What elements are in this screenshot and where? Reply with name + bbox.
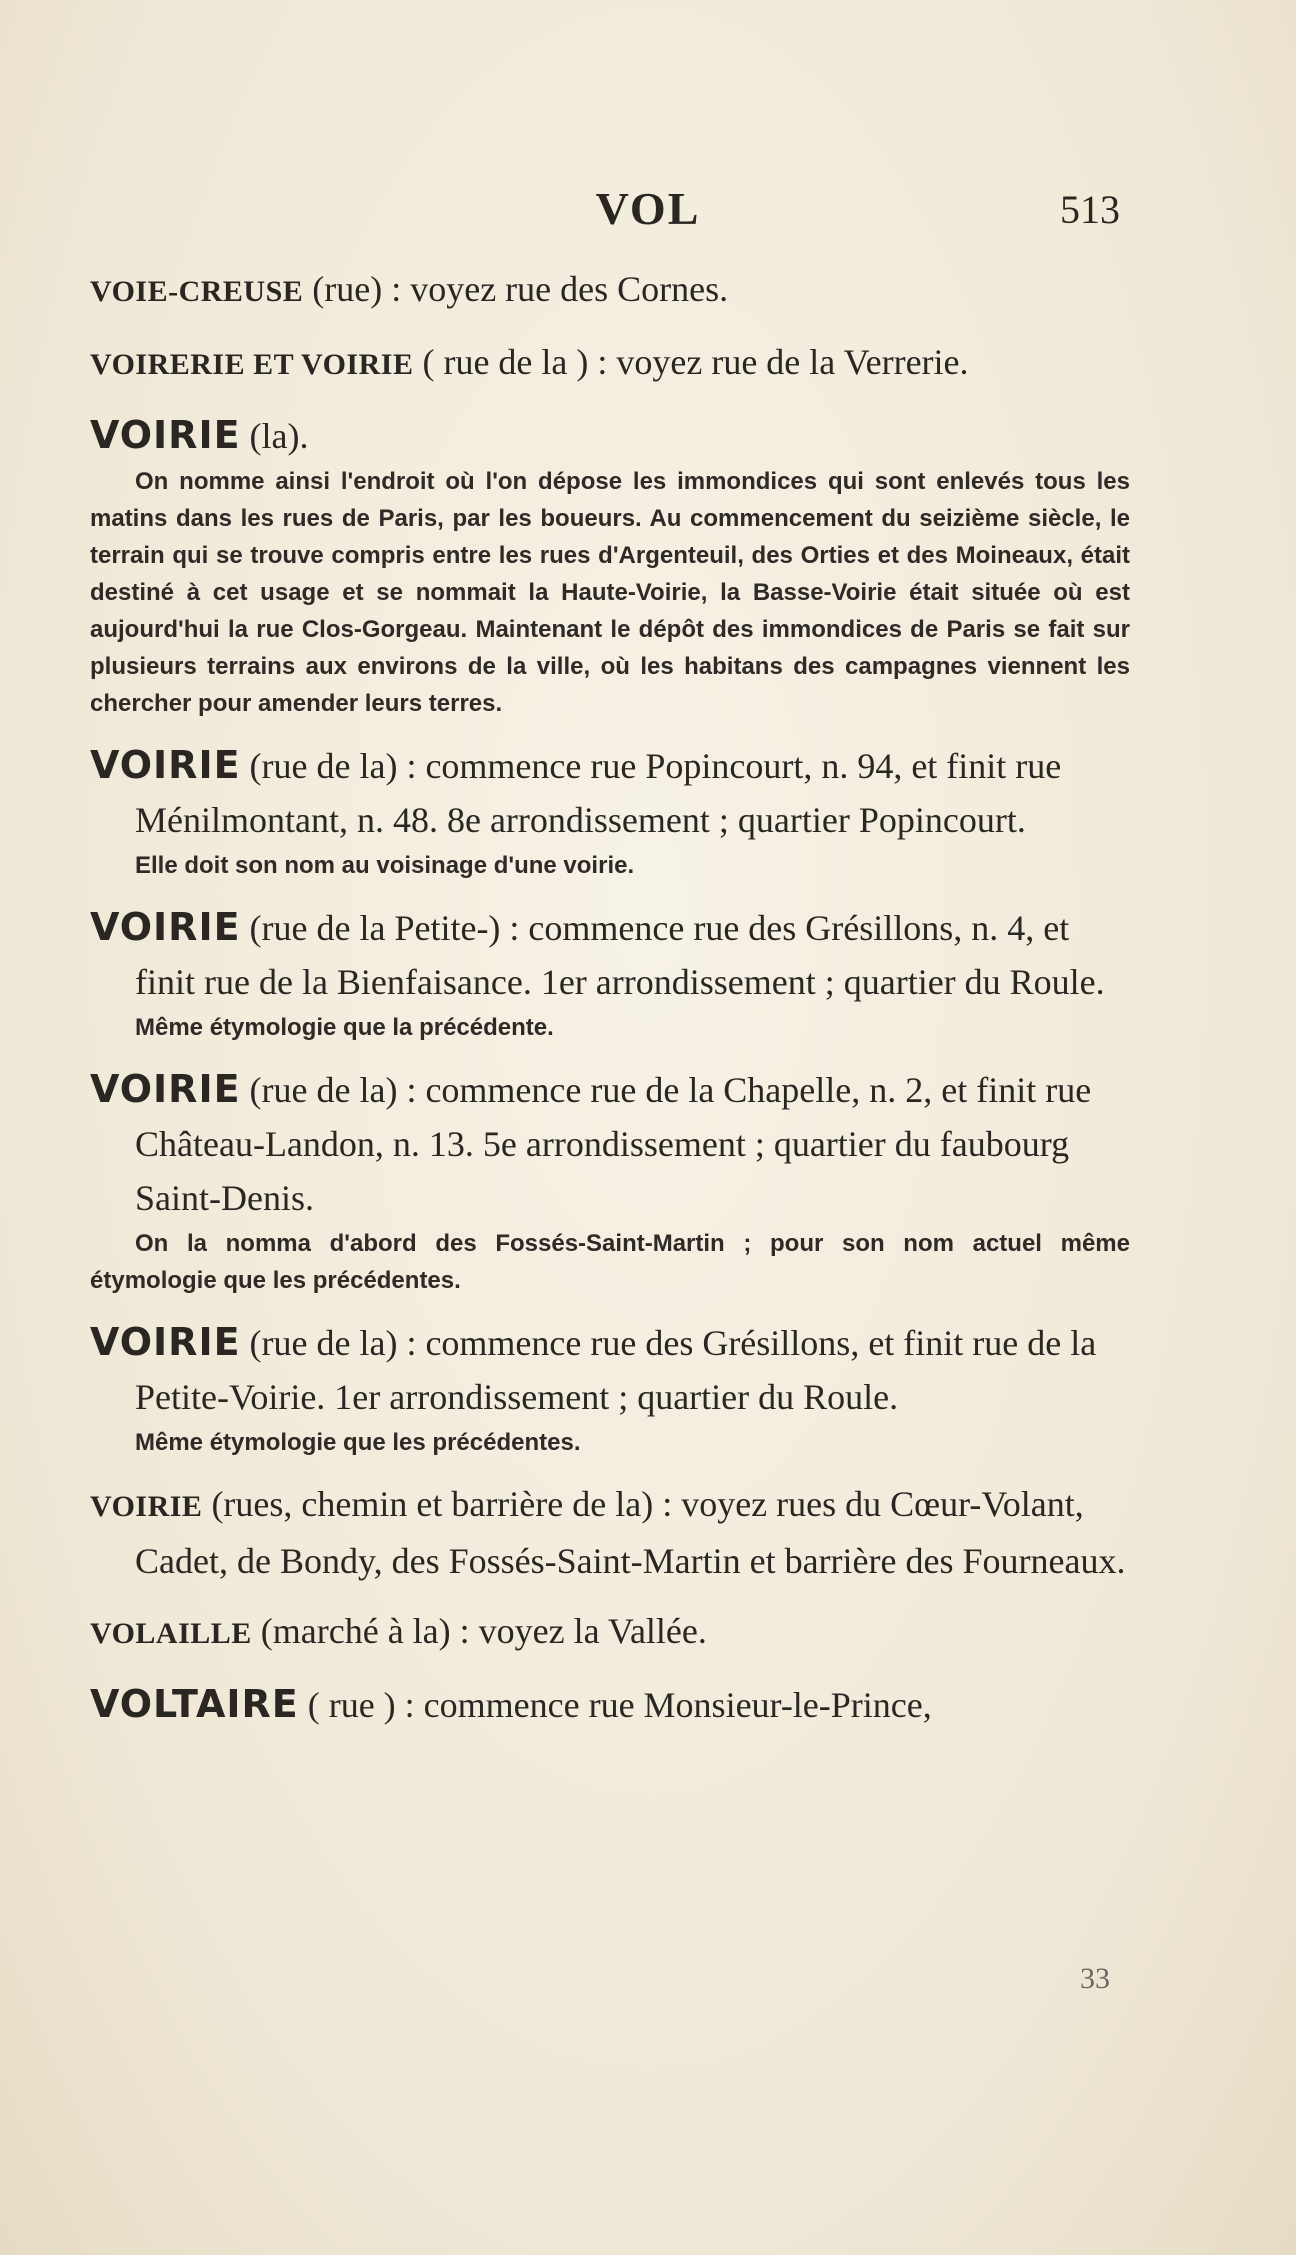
entry-note: Même étymologie que la précédente. — [135, 1014, 554, 1041]
entry-body: (rue) : voyez rue des Cornes. — [303, 269, 729, 309]
entry-body: (rue de la) : commence rue de la Chapelle, n. 2, et finit rue Château-Landon, n. 13. 5e arrondissement ; quartier du faubourg Saint-Denis. — [135, 1070, 1092, 1218]
entry-voirie-la — [90, 408, 1130, 722]
entry-voirie-rues — [90, 1477, 1130, 1588]
entry-headword: VOIRIE — [90, 1320, 241, 1364]
signature-mark: 33 — [1080, 1962, 1110, 1995]
entry-body: ( rue ) : commence rue Monsieur-le-Prince, — [298, 1685, 932, 1725]
entry-headword: VOIRERIE ET VOIRIE — [90, 348, 414, 381]
entry-body: (rue de la) : commence rue Popincourt, n. 94, et finit rue Ménilmontant, n. 48. 8e arrondissement ; quartier Popincourt. — [135, 746, 1062, 840]
entry-voirerie — [90, 335, 1130, 392]
running-title: VOL — [595, 183, 701, 234]
entry-body: (marché à la) : voyez la Vallée. — [251, 1611, 707, 1651]
entry-body: ( rue de la ) : voyez rue de la Verrerie. — [413, 342, 969, 382]
entry-note: On nomme ainsi l'endroit où l'on dépose les immondices qui sont enlevés tous les matins dans les rues de Paris, par les boueurs. Au commencement du seizième siècle, le terrain qui se trouve compris entre les rues d'Argenteuil, des Orties et des Moineaux, était destiné à cet usage et se nommait la Haute-Voirie, la Basse-Voirie était située où est aujourd'hui la rue Clos-Gorgeau. Maintenant le dépôt des immondices de Paris se fait sur plusieurs terrains aux environs de la ville, où les habitans des campagnes viennent les chercher pour amender leurs terres. — [90, 468, 1130, 717]
entry-headword: VOIRIE — [90, 413, 241, 457]
entry-body: (rue de la) : commence rue des Grésillons, et finit rue de la Petite-Voirie. 1er arrondissement ; quartier du Roule. — [135, 1323, 1097, 1417]
entry-voirie-popincourt — [90, 738, 1130, 884]
entry-volaille — [90, 1604, 1130, 1661]
entry-body: (rues, chemin et barrière de la) : voyez rues du Cœur-Volant, Cadet, de Bondy, des Fossés-Saint-Martin et barrière des Fourneaux. — [135, 1484, 1126, 1581]
entry-headword: VOIRIE — [90, 1067, 241, 1111]
running-header — [0, 182, 1296, 232]
entry-voirie-chapelle — [90, 1062, 1130, 1299]
entry-headword: VOIRIE — [90, 905, 241, 949]
entry-note: Même étymologie que les précédentes. — [135, 1429, 581, 1456]
page-number: 513 — [1060, 187, 1120, 232]
entry-headword: VOLTAIRE — [90, 1682, 299, 1726]
entry-voirie-gresillons — [90, 1315, 1130, 1461]
entry-headword: VOLAILLE — [90, 1617, 252, 1650]
entry-body: (la). — [240, 416, 309, 456]
entry-body: (rue de la Petite-) : commence rue des Grésillons, n. 4, et finit rue de la Bienfaisance. 1er arrondissement ; quartier du Roule. — [135, 908, 1105, 1002]
entry-headword: VOIRIE — [90, 743, 241, 787]
entry-headword: VOIE-CREUSE — [90, 275, 304, 308]
entry-note: On la nomma d'abord des Fossés-Saint-Martin ; pour son nom actuel même étymologie que les précédentes. — [90, 1230, 1130, 1294]
dictionary-entries — [90, 262, 1130, 1748]
entry-voltaire — [90, 1677, 1130, 1732]
entry-headword: VOIRIE — [90, 1490, 203, 1523]
entry-voie-creuse — [90, 262, 1130, 319]
entry-voirie-petite — [90, 900, 1130, 1046]
entry-note: Elle doit son nom au voisinage d'une voirie. — [135, 852, 635, 879]
